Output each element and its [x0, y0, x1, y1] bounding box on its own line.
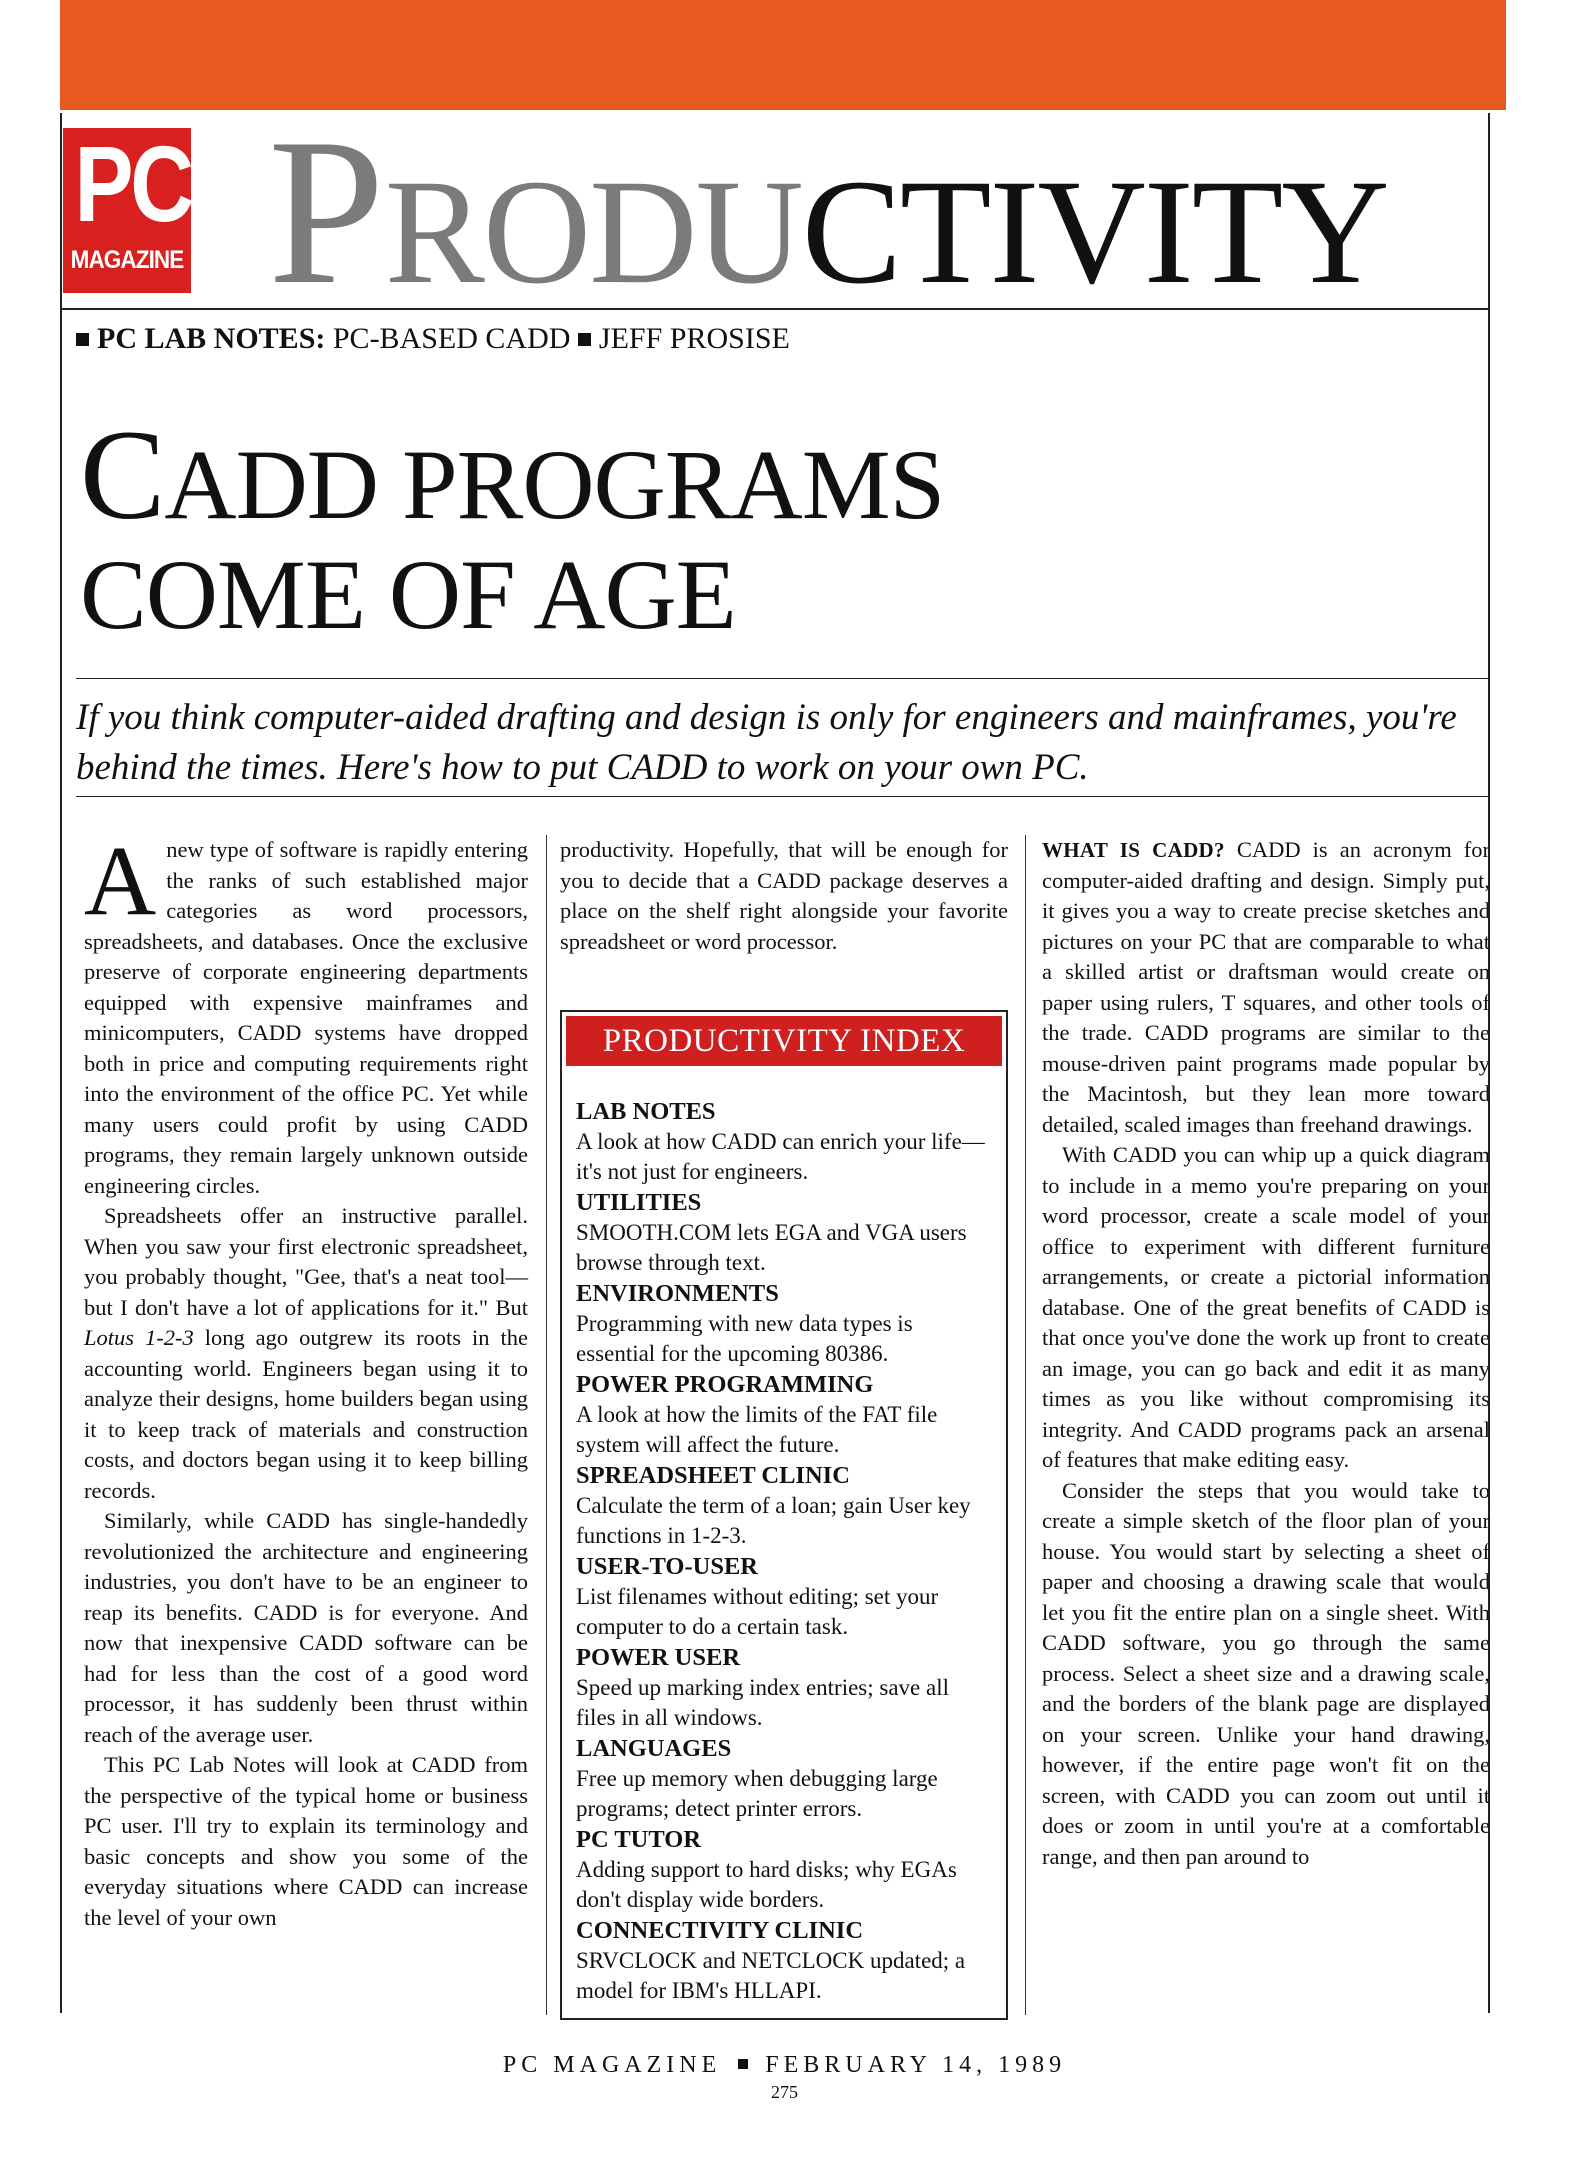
column-2	[560, 835, 1008, 957]
index-entry-heading: PC TUTOR	[576, 1826, 702, 1853]
column-3	[1042, 835, 1490, 1872]
deck-top-rule	[76, 678, 1488, 679]
index-entry-heading: LANGUAGES	[576, 1735, 732, 1762]
paragraph-text: long ago outgrew its roots in the accounting world. Engineers began using it to analyze their designs, home builders began using it to keep track of materials and construction costs, and doctors began using it to keep billing records.	[84, 1325, 528, 1503]
index-entry-text: Calculate the term of a loan; gain User key functions in 1-2-3.	[576, 1493, 971, 1548]
section-title-dark: CTIVITY	[801, 149, 1388, 315]
index-entry-heading: POWER PROGRAMMING	[576, 1371, 874, 1398]
productivity-index-title: PRODUCTIVITY INDEX	[566, 1016, 1002, 1066]
index-entry-heading: CONNECTIVITY CLINIC	[576, 1917, 864, 1944]
index-entry-heading: LAB NOTES	[576, 1098, 716, 1125]
index-entry-text: Speed up marking index entries; save all files in all windows.	[576, 1675, 950, 1730]
product-name: Lotus 1-2-3	[84, 1325, 194, 1350]
deck-bottom-rule	[76, 796, 1488, 797]
paragraph: productivity. Hopefully, that will be enough for you to decide that a CADD package deserves a place on the shelf right alongside your favorite spreadsheet or word processor.	[560, 837, 1008, 954]
footer-publication: PC MAGAZINE	[502, 2052, 722, 2078]
paragraph	[84, 1201, 528, 1506]
logo-pc-text: PC	[74, 123, 191, 244]
paragraph-text: Spreadsheets offer an instructive parallel. When you saw your first electronic spreadsheet, you probably thought, "Gee, that's a neat tool—but I don't have a lot of applications for it." But	[84, 1203, 528, 1320]
subhead: WHAT IS CADD?	[1042, 838, 1225, 862]
paragraph-text: new type of software is rapidly entering the ranks of such established major categories as word processors, spreadsheets, and databases. Once the exclusive preserve of corporate engineering departments equipped with expensive mainframes and minicomputers, CADD systems have dropped both in price and computing requirements right into the environment of the office PC. Yet while many users could profit by using CADD programs, they remain largely unknown outside engineering circles.	[84, 837, 528, 1198]
logo-magazine-text: MAGAZINE	[70, 246, 184, 274]
bullet-square-icon	[578, 333, 591, 346]
paragraph	[1042, 835, 1490, 1140]
headline-cap: C	[80, 404, 165, 546]
index-entry-text: SRVCLOCK and NETCLOCK updated; a model for IBM's HLLAPI.	[576, 1948, 966, 2003]
index-entry-text: A look at how CADD can enrich your life—it's not just for engineers.	[576, 1129, 985, 1184]
column-1	[84, 825, 528, 1933]
section-title	[268, 96, 1388, 328]
index-entry-heading: SPREADSHEET CLINIC	[576, 1462, 850, 1489]
page-number: 275	[771, 2082, 798, 2102]
top-color-bar	[60, 0, 1506, 110]
index-entry-text: List filenames without editing; set your computer to do a certain task.	[576, 1584, 939, 1639]
index-entry-heading: UTILITIES	[576, 1189, 702, 1216]
article-deck: If you think computer-aided drafting and design is only for engineers and mainframes, you're behind the times. Here's how to put CADD to work on your own PC.	[76, 697, 1457, 788]
drop-cap: A	[84, 825, 157, 936]
index-entry-text: SMOOTH.COM lets EGA and VGA users browse through text.	[576, 1220, 967, 1275]
section-title-light: RODU	[384, 149, 802, 315]
kicker-series: PC LAB NOTES:	[97, 322, 326, 355]
headline-line2: COME OF AGE	[80, 539, 736, 650]
bullet-square-icon	[738, 2059, 748, 2069]
index-entry-heading: POWER USER	[576, 1644, 741, 1671]
column-divider	[546, 835, 547, 2015]
paragraph	[84, 825, 528, 1201]
index-entry-text: A look at how the limits of the FAT file system will affect the future.	[576, 1402, 938, 1457]
index-entry-text: Free up memory when debugging large programs; detect printer errors.	[576, 1766, 938, 1821]
column-divider	[1025, 835, 1026, 2015]
paragraph: This PC Lab Notes will look at CADD from the perspective of the typical home or business PC user. I'll try to explain its terminology and basic concepts and show you some of the everyday situations where CADD can increase the level of your own	[84, 1752, 528, 1930]
index-entry-heading: USER-TO-USER	[576, 1553, 758, 1580]
kicker-line	[76, 322, 790, 356]
kicker-author: JEFF PROSISE	[598, 322, 790, 355]
headline-line1: ADD PROGRAMS	[164, 429, 945, 540]
pc-magazine-logo	[63, 123, 191, 293]
article-headline	[80, 404, 945, 650]
index-entry-heading: ENVIRONMENTS	[576, 1280, 779, 1307]
page-footer	[0, 2052, 1569, 2079]
masthead-rule	[60, 308, 1488, 310]
paragraph: Consider the steps that you would take to create a simple sketch of the floor plan of your house. You would start by selecting a sheet of paper and choosing a drawing scale that would let you fit the entire plan on a single sheet. With CADD software, you go through the same process. Select a sheet size and a drawing scale, and the borders of the blank page are displayed on your screen. Unlike your hand drawing, however, if the entire page won't fit on the screen, with CADD you can zoom out until it does or zoom in until you're at a comfortable range, and then pan around to	[1042, 1477, 1490, 1869]
bullet-square-icon	[76, 333, 89, 346]
index-entries	[562, 1070, 1006, 2006]
productivity-index-box	[560, 1010, 1008, 2020]
index-entry-text: Programming with new data types is essential for the upcoming 80386.	[576, 1311, 913, 1366]
kicker-topic: PC-BASED CADD	[332, 322, 571, 355]
paragraph-text: CADD is an acronym for computer-aided drafting and design. Simply put, it gives you a way to create precise sketches and pictures on your PC that are comparable to what a skilled artist or draftsman would create on paper using rulers, T squares, and other tools of the trade. CADD programs are similar to the mouse-driven paint programs made popular by the Macintosh, but they lean more toward detailed, scaled images than freehand drawings.	[1042, 837, 1491, 1137]
index-entry-text: Adding support to hard disks; why EGAs don't display wide borders.	[576, 1857, 957, 1912]
paragraph: Similarly, while CADD has single-handedly revolutionized the architecture and engineering industries, you don't have to be an engineer to reap its benefits. CADD is for everyone. And now that inexpensive CADD software can be had for less than the cost of a good word processor, it has suddenly been thrust within reach of the average user.	[84, 1508, 528, 1747]
footer-date: FEBRUARY 14, 1989	[765, 2052, 1067, 2078]
section-title-initial: P	[268, 96, 385, 328]
paragraph: With CADD you can whip up a quick diagram to include in a memo you're preparing on your word processor, create a scale model of your office to experiment with different furniture arrangements, or create a pictorial information database. One of the great benefits of CADD is that once you've done the work up front to create an image, you can go back and edit it as many times as you like without compromising its integrity. And CADD programs pack an arsenal of features that make editing easy.	[1042, 1142, 1490, 1472]
